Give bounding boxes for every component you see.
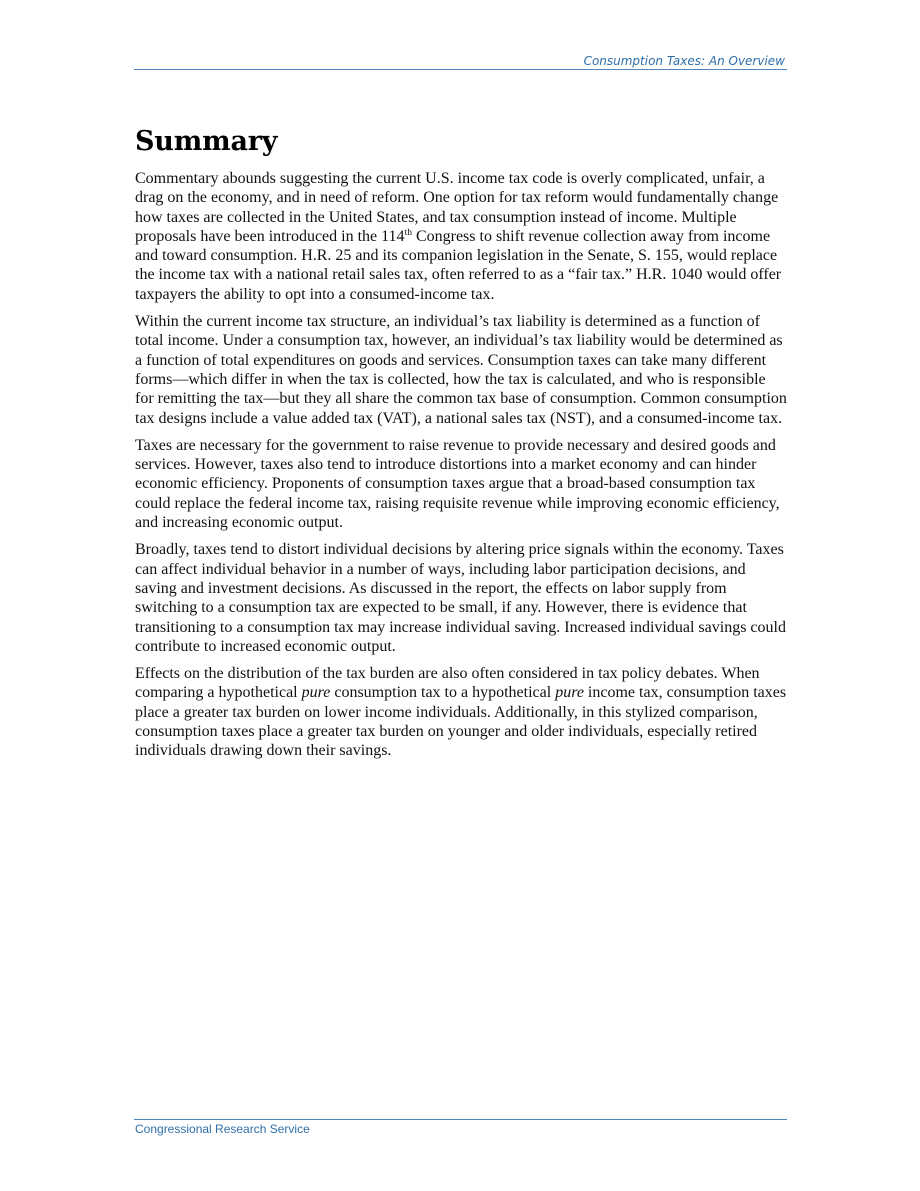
running-header — [134, 54, 787, 69]
ordinal-superscript: th — [404, 227, 412, 238]
summary-paragraph-4: Broadly, taxes tend to distort individual decisions by altering price signals within the economy. Taxes can affect individual behavior in a number of ways, including labor participation decisions, and saving and investment decisions. As discussed in the report, the effects on labor supply from switching to a consumption tax are expected to be small, if any. However, there is evidence that transitioning to a consumption tax may increase individual saving. Increased individual savings could contribute to increased economic output. — [135, 541, 786, 655]
summary-paragraph-2: Within the current income tax structure, an individual’s tax liability is determined as a function of total income. Under a consumption tax, however, an individual’s tax liability would be determined as a function of total expenditures on goods and services. Consumption taxes can take many different forms—which differ in when the tax is collected, how the tax is calculated, and who is responsible for remitting the tax—but they all share the common tax base of consumption. Common consumption tax designs include a value added tax (VAT), a national sales tax (NST), and a consumed-income tax. — [135, 313, 787, 427]
running-header-title: Consumption Taxes: An Overview — [583, 54, 785, 68]
paragraph-text: consumption tax to a hypothetical — [330, 684, 556, 702]
footer-rule — [134, 1119, 787, 1120]
paragraph-text: income tax, consumption taxes place a greater tax burden on lower income individuals. Additionally, in this stylized comparison, consumption taxes place a greater tax burden on younger and older individuals, especially retired individuals drawing down their savings. — [135, 684, 787, 760]
section-heading: Summary — [135, 126, 278, 157]
paragraph-text: Effects on the distribution of the tax burden are also often considered in tax policy debates. When comparing a hypothetical — [135, 665, 760, 702]
emphasis-text: pure — [555, 684, 584, 702]
summary-paragraph-3: Taxes are necessary for the government to raise revenue to provide necessary and desired goods and services. However, taxes also tend to introduce distortions into a market economy and can hinder economic efficiency. Proponents of consumption taxes argue that a broad-based consumption tax could replace the federal income tax, raising requisite revenue while improving economic efficiency, and increasing economic output. — [135, 436, 780, 532]
summary-paragraph-5 — [135, 664, 787, 760]
emphasis-text: pure — [301, 684, 331, 702]
header-rule — [134, 69, 787, 70]
paragraph-text: Commentary abounds suggesting the current U.S. income tax code is overly complicated, unfair, a drag on the economy, and in need of reform. One option for tax reform would fundamentally change how taxes are collected in the United States, and tax consumption instead of income. Multiple proposals have been introduced in the 114 — [135, 170, 779, 245]
summary-section — [135, 122, 787, 769]
summary-paragraph-1 — [135, 169, 787, 304]
paragraph-text: Congress to shift revenue collection away from income and toward consumption. H.R. 25 and its companion legislation in the Senate, S. 155, would replace the income tax with a national retail sales tax, often referred to as a “fair tax.” H.R. 1040 would offer taxpayers the ability to opt into a consumed-income tax. — [135, 227, 782, 303]
footer-organization: Congressional Research Service — [135, 1122, 310, 1136]
